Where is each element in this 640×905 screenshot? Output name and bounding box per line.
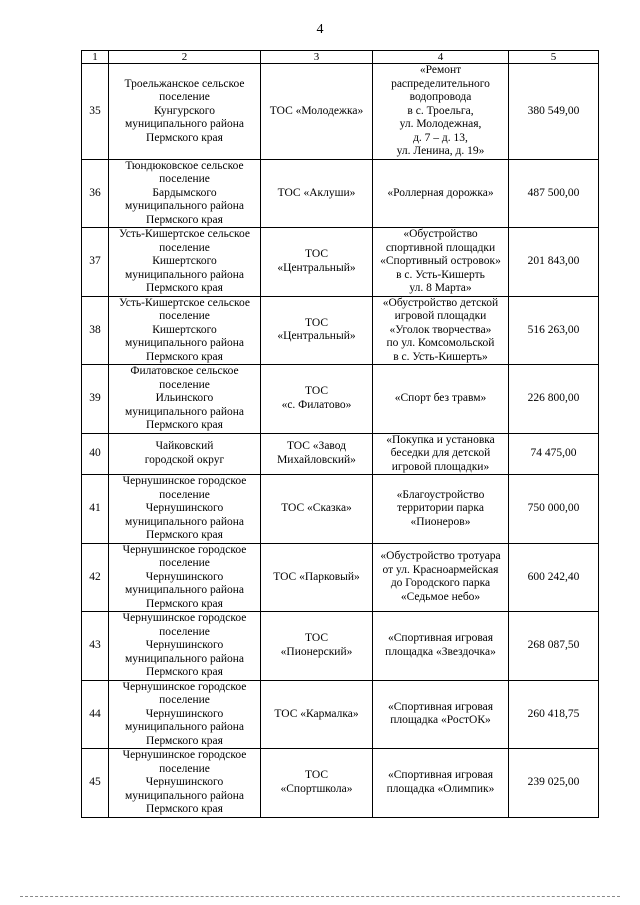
cell-tos-line: «Спортшкола» (280, 782, 353, 795)
cell-tos (261, 365, 373, 434)
cell-settlement-line: поселение (159, 488, 210, 501)
cell-settlement-line: поселение (159, 557, 210, 569)
cell-tos (261, 433, 373, 475)
cell-tos (261, 475, 373, 544)
cell-settlement (109, 159, 261, 228)
table-row (82, 159, 599, 228)
cell-project (373, 749, 509, 818)
cell-settlement-line: Чернушинского (145, 570, 224, 583)
page-number: 4 (316, 22, 324, 37)
cell-project-line: «Обустройство (403, 228, 478, 240)
cell-project-line: «Покупка и установка (386, 433, 495, 446)
cell-project-line: «Уголок творчества» (389, 323, 492, 336)
cell-settlement-line: Чернушинского (145, 707, 224, 720)
cell-project-line: ул. 8 Марта» (409, 282, 472, 294)
cell-tos-line: «с. Филатово» (281, 398, 352, 411)
table-row (82, 543, 599, 612)
cell-settlement-line: муниципального района (125, 584, 244, 596)
cell-settlement-line: Чернушинское городское (122, 680, 247, 693)
cell-project-line: «Обустройство детской (382, 296, 499, 309)
table-row (82, 680, 599, 749)
table-row (82, 475, 599, 544)
cell-tos (261, 228, 373, 297)
cell-tos (261, 296, 373, 365)
cell-tos-line: «Пионерский» (280, 645, 353, 658)
cell-settlement-line: муниципального района (125, 515, 244, 528)
table-body (82, 64, 599, 818)
cell-project-line: до Городского парка (390, 577, 491, 590)
cell-tos-line: ТОС (305, 632, 328, 645)
cell-settlement (109, 543, 261, 612)
cell-settlement (109, 228, 261, 297)
cell-settlement-line: Чернушинского (145, 502, 224, 514)
cell-project-line: «Роллерная дорожка» (387, 186, 494, 199)
cell-tos-line: Михайловский» (277, 453, 356, 466)
cell-number: 36 (82, 159, 109, 228)
cell-tos-line: ТОС «Завод (286, 440, 347, 453)
cell-settlement-line: Пермского края (146, 282, 223, 294)
cell-tos-line: ТОС (305, 769, 328, 782)
table-row (82, 433, 599, 475)
cell-tos (261, 64, 373, 160)
header-cell-col3: 3 (261, 51, 373, 64)
cell-settlement (109, 680, 261, 749)
cell-settlement-line: Пермского края (146, 213, 223, 226)
cell-settlement-line: Пермского края (146, 419, 223, 431)
cell-settlement (109, 612, 261, 681)
cell-tos (261, 159, 373, 228)
cell-project (373, 475, 509, 544)
cell-project-line: в с. Усть-Кишерть» (393, 350, 488, 363)
cell-settlement-line: муниципального района (125, 405, 244, 418)
cell-settlement-line: Усть-Кишертское сельское (119, 296, 250, 309)
page-bottom-edge (20, 896, 620, 897)
cell-settlement-line: Кишертского (152, 255, 217, 267)
cell-project (373, 433, 509, 475)
table-row (82, 228, 599, 297)
cell-sum: 380 549,00 (509, 64, 599, 160)
cell-project-line: от ул. Красноармейская (382, 563, 499, 576)
cell-settlement-line: муниципального района (125, 118, 244, 130)
cell-settlement-line: Бардымского (152, 186, 217, 199)
cell-project-line: «Седьмое небо» (400, 590, 481, 603)
cell-project-line: площадка «Олимпик» (386, 782, 495, 795)
cell-settlement-line: Пермского края (146, 666, 223, 678)
header-row (82, 51, 599, 64)
cell-settlement-line: Чернушинское городское (122, 749, 247, 761)
cell-project-line: спортивной площадки (385, 241, 496, 254)
cell-number: 40 (82, 433, 109, 475)
table-row (82, 749, 599, 818)
cell-number: 39 (82, 365, 109, 434)
table-row (82, 64, 599, 160)
cell-sum: 74 475,00 (509, 433, 599, 475)
cell-settlement-line: Пермского края (146, 597, 223, 610)
cell-project (373, 543, 509, 612)
cell-project-line: «Спортивная игровая (388, 769, 493, 782)
cell-project-line: д. 7 – д. 13, (413, 131, 468, 144)
cell-number: 43 (82, 612, 109, 681)
cell-sum: 600 242,40 (509, 543, 599, 612)
cell-tos-line: ТОС «Аклуши» (277, 186, 356, 199)
grant-table (81, 50, 599, 818)
cell-settlement (109, 365, 261, 434)
cell-project-line: «Пионеров» (410, 515, 471, 528)
cell-project-line: в с. Троельга, (407, 104, 474, 117)
cell-settlement-line: поселение (159, 762, 210, 775)
cell-project-line: беседки для детской (390, 447, 491, 459)
cell-tos (261, 749, 373, 818)
cell-number: 44 (82, 680, 109, 749)
cell-project (373, 680, 509, 749)
cell-project-line: «Спортивная игровая (388, 700, 493, 713)
cell-project (373, 64, 509, 160)
header-cell-col1: 1 (82, 51, 109, 64)
cell-settlement-line: Пермского края (146, 734, 223, 747)
cell-number: 35 (82, 64, 109, 160)
cell-settlement-line: Тюндюковское сельское (125, 159, 244, 172)
cell-tos (261, 543, 373, 612)
cell-tos (261, 680, 373, 749)
cell-settlement-line: муниципального района (125, 200, 244, 212)
cell-settlement-line: Чернушинское городское (122, 475, 247, 487)
cell-number: 45 (82, 749, 109, 818)
cell-sum: 226 800,00 (509, 365, 599, 434)
cell-settlement-line: Пермского края (146, 350, 223, 363)
cell-settlement-line: Чернушинского (145, 776, 224, 788)
cell-settlement-line: поселение (159, 694, 210, 706)
table-row (82, 612, 599, 681)
cell-project-line: ул. Молодежная, (399, 118, 482, 130)
cell-number: 41 (82, 475, 109, 544)
header-cell-col5: 5 (509, 51, 599, 64)
cell-settlement-line: Кунгурского (154, 104, 215, 117)
cell-project-line: водопровода (409, 91, 472, 103)
cell-project-line: ул. Ленина, д. 19» (396, 145, 485, 157)
cell-project-line: площадка «Звездочка» (385, 645, 496, 658)
cell-project-line: «Благоустройство (396, 488, 485, 501)
cell-settlement (109, 749, 261, 818)
cell-project (373, 159, 509, 228)
cell-tos-line: ТОС «Сказка» (281, 502, 352, 514)
cell-settlement-line: поселение (159, 241, 210, 254)
cell-number: 42 (82, 543, 109, 612)
cell-project-line: игровой площадки» (391, 460, 490, 473)
cell-sum: 487 500,00 (509, 159, 599, 228)
cell-settlement-line: поселение (159, 625, 210, 638)
cell-project-line: площадка «РостОК» (390, 714, 491, 727)
cell-settlement-line: Чернушинское городское (122, 543, 247, 556)
cell-tos-line: ТОС «Кармалка» (274, 707, 359, 720)
cell-project-line: «Ремонт (419, 64, 462, 76)
cell-settlement-line: Пермского края (146, 131, 223, 144)
cell-tos-line: «Центральный» (277, 261, 356, 274)
cell-settlement-line: муниципального района (125, 789, 244, 802)
cell-project-line: «Спорт без травм» (394, 392, 487, 404)
cell-settlement-line: Пермского края (146, 803, 223, 815)
cell-settlement-line: Кишертского (152, 323, 217, 336)
cell-number: 38 (82, 296, 109, 365)
cell-tos-line: ТОС (305, 316, 328, 329)
cell-project-line: игровой площадки (394, 310, 487, 322)
cell-tos (261, 612, 373, 681)
cell-project-line: «Обустройство тротуара (380, 550, 501, 563)
cell-settlement-line: муниципального района (125, 268, 244, 281)
header-cell-col2: 2 (109, 51, 261, 64)
cell-settlement-line: Пермского края (146, 529, 223, 541)
cell-number: 37 (82, 228, 109, 297)
cell-sum: 260 418,75 (509, 680, 599, 749)
header-cell-col4: 4 (373, 51, 509, 64)
cell-project-line: распределительного (391, 77, 490, 90)
cell-project-line: по ул. Комсомольской (386, 337, 495, 349)
cell-project (373, 228, 509, 297)
cell-settlement-line: муниципального района (125, 337, 244, 349)
cell-project-line: в с. Усть-Кишерть (396, 268, 485, 281)
cell-settlement (109, 64, 261, 160)
cell-settlement (109, 296, 261, 365)
cell-settlement-line: Чайковский (155, 440, 214, 453)
cell-project (373, 612, 509, 681)
cell-settlement-line: Филатовское сельское (130, 365, 239, 377)
cell-settlement (109, 433, 261, 475)
cell-sum: 239 025,00 (509, 749, 599, 818)
table-row (82, 365, 599, 434)
cell-sum: 516 263,00 (509, 296, 599, 365)
cell-project-line: «Спортивная игровая (388, 632, 493, 645)
cell-tos-line: ТОС «Парковый» (273, 570, 360, 583)
cell-settlement-line: поселение (159, 91, 210, 103)
cell-settlement-line: поселение (159, 378, 210, 391)
cell-settlement-line: Чернушинского (145, 639, 224, 651)
cell-tos-line: «Центральный» (277, 330, 356, 343)
cell-project (373, 296, 509, 365)
cell-settlement-line: поселение (159, 173, 210, 185)
cell-tos-line: ТОС (305, 248, 328, 261)
cell-sum: 268 087,50 (509, 612, 599, 681)
cell-tos-line: ТОС «Молодежка» (269, 104, 364, 117)
cell-settlement-line: муниципального района (125, 652, 244, 665)
table-row (82, 296, 599, 365)
cell-settlement-line: городской округ (144, 453, 225, 466)
cell-project-line: территории парка (397, 502, 484, 514)
cell-settlement-line: Ильинского (155, 392, 214, 404)
cell-settlement-line: Троельжанское сельское (124, 77, 245, 90)
cell-settlement-line: Чернушинское городское (122, 612, 247, 624)
cell-sum: 201 843,00 (509, 228, 599, 297)
cell-settlement (109, 475, 261, 544)
cell-settlement-line: поселение (159, 310, 210, 322)
cell-project (373, 365, 509, 434)
cell-settlement-line: Усть-Кишертское сельское (119, 228, 250, 240)
cell-sum: 750 000,00 (509, 475, 599, 544)
cell-settlement-line: муниципального района (125, 721, 244, 733)
cell-project-line: «Спортивный островок» (380, 255, 501, 267)
cell-tos-line: ТОС (305, 385, 328, 398)
